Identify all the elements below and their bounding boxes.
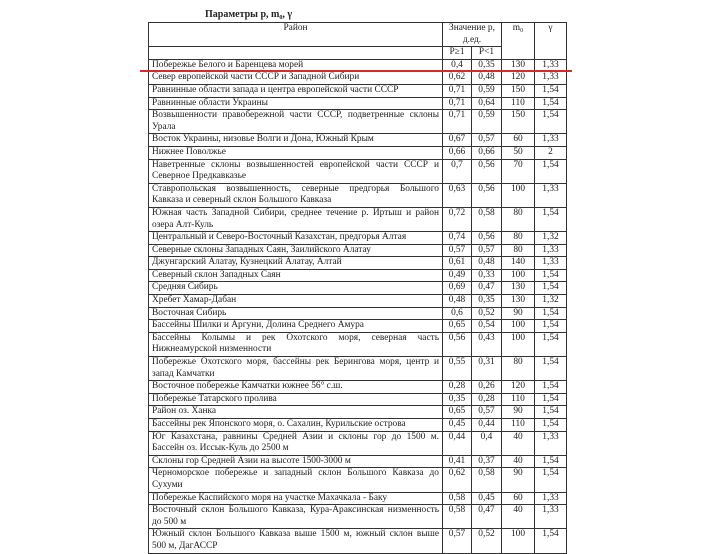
p-lt1-cell: 0,35 [472,59,502,72]
table-row [149,183,567,207]
m-cell: 140 [502,257,535,270]
gamma-cell: 1,54 [535,110,567,134]
p-lt1-cell: 0,44 [472,419,502,432]
m-cell: 100 [502,320,535,333]
p-ge1-cell: 0,6 [443,307,472,320]
p-lt1-cell: 0,48 [472,72,502,85]
p-ge1-cell: 0,28 [443,381,472,394]
table-row [149,406,567,419]
p-lt1-cell: 0,47 [472,282,502,295]
region-cell: Нижнее Поволжье [149,146,443,159]
region-cell: Центральный и Северо-Восточный Казахстан, предгорья Алтая [149,232,443,245]
gamma-cell: 1,54 [535,97,567,110]
p-ge1-cell: 0,41 [443,455,472,468]
gamma-cell: 1,54 [535,529,567,553]
header-p-lt1: P<1 [472,47,502,60]
region-cell: Черноморское побережье и западный склон Большого Кавказа до Сухуми [149,468,443,492]
table-row [149,393,567,406]
p-lt1-cell: 0,33 [472,269,502,282]
table-row [149,282,567,295]
table-row [149,419,567,432]
m-cell: 120 [502,381,535,394]
p-ge1-cell: 0,58 [443,505,472,529]
m-cell: 130 [502,59,535,72]
gamma-cell: 1,54 [535,468,567,492]
m-cell: 90 [502,468,535,492]
table-row [149,97,567,110]
table-row [149,455,567,468]
p-ge1-cell: 0,55 [443,357,472,381]
p-ge1-cell: 0,44 [443,431,472,455]
p-ge1-cell: 0,67 [443,134,472,147]
gamma-cell: 1,54 [535,419,567,432]
region-cell: Бассейны рек Японского моря, о. Сахалин, Курильские острова [149,419,443,432]
p-ge1-cell: 0,71 [443,97,472,110]
p-ge1-cell: 0,45 [443,419,472,432]
table-row [149,134,567,147]
region-cell: Восточная Сибирь [149,307,443,320]
table-row [149,84,567,97]
m-cell: 130 [502,282,535,295]
m-cell: 100 [502,529,535,553]
table-row [149,492,567,505]
region-cell: Бассейны Колымы и рек Охотского моря, северная часть Нижнеамурской низменности [149,332,443,356]
gamma-cell: 1,33 [535,431,567,455]
region-cell: Ставропольская возвышенность, северные предгорья Большого Кавказа и северный склон Большого Кавказа [149,183,443,207]
m-cell: 80 [502,244,535,257]
p-ge1-cell: 0,48 [443,295,472,308]
m-cell: 90 [502,406,535,419]
gamma-cell: 1,54 [535,207,567,231]
gamma-cell: 1,33 [535,134,567,147]
p-lt1-cell: 0,64 [472,97,502,110]
m-cell: 40 [502,431,535,455]
m-cell: 70 [502,159,535,183]
gamma-cell: 1,33 [535,492,567,505]
p-lt1-cell: 0,58 [472,207,502,231]
table-row [149,357,567,381]
gamma-cell: 1,54 [535,84,567,97]
region-cell: Восточное побережье Камчатки южнее 56° с.ш. [149,381,443,394]
region-cell: Наветренные склоны возвышенностей европейской части СССР и Северное Предкавказье [149,159,443,183]
region-cell: Склоны гор Средней Азии на высоте 1500-3000 м [149,455,443,468]
table-row [149,146,567,159]
p-lt1-cell: 0,47 [472,505,502,529]
red-highlight-line [140,70,572,72]
m-cell: 150 [502,110,535,134]
gamma-cell: 1,33 [535,183,567,207]
header-p-ge1: P≥1 [443,47,472,60]
region-cell: Восточный склон Большого Кавказа, Кура-Араксинская низменность до 500 м [149,505,443,529]
gamma-cell: 1,33 [535,257,567,270]
m-cell: 90 [502,307,535,320]
m-cell: 100 [502,183,535,207]
gamma-cell: 2 [535,146,567,159]
p-lt1-cell: 0,37 [472,455,502,468]
region-cell: Бассейны Шилки и Аргуни, Долина Среднего Амура [149,320,443,333]
table-row [149,381,567,394]
p-lt1-cell: 0,28 [472,393,502,406]
header-gamma: γ [535,23,567,60]
p-ge1-cell: 0,63 [443,183,472,207]
m-cell: 60 [502,492,535,505]
p-ge1-cell: 0,71 [443,110,472,134]
table-row [149,207,567,231]
gamma-cell: 1,54 [535,381,567,394]
m-cell: 40 [502,455,535,468]
header-p-value: Значение p, д.ед. [443,23,502,47]
table-row [149,232,567,245]
region-cell: Побережье Охотского моря, бассейны рек Берингова моря, центр и запад Камчатки [149,357,443,381]
p-lt1-cell: 0,66 [472,146,502,159]
p-ge1-cell: 0,35 [443,393,472,406]
p-ge1-cell: 0,72 [443,207,472,231]
gamma-cell: 1,33 [535,72,567,85]
p-lt1-cell: 0,35 [472,295,502,308]
header-region: Район [149,23,443,47]
p-lt1-cell: 0,58 [472,468,502,492]
header-region-blank [149,47,443,60]
region-cell: Джунгарский Алатау, Кузнецкий Алатау, Алтай [149,257,443,270]
p-lt1-cell: 0,48 [472,257,502,270]
m-cell: 130 [502,295,535,308]
region-cell: Северный склон Западных Саян [149,269,443,282]
p-ge1-cell: 0,66 [443,146,472,159]
m-cell: 120 [502,72,535,85]
p-lt1-cell: 0,54 [472,320,502,333]
p-ge1-cell: 0,4 [443,59,472,72]
gamma-cell: 1,54 [535,307,567,320]
table-row [149,505,567,529]
p-ge1-cell: 0,71 [443,84,472,97]
p-ge1-cell: 0,7 [443,159,472,183]
p-lt1-cell: 0,57 [472,134,502,147]
table-row [149,110,567,134]
region-cell: Восток Украины, низовье Волги и Дона, Южный Крым [149,134,443,147]
table-row [149,332,567,356]
region-cell: Равнинные области запада и центра европейской части СССР [149,84,443,97]
gamma-cell: 1,54 [535,406,567,419]
p-ge1-cell: 0,74 [443,232,472,245]
gamma-cell: 1,54 [535,357,567,381]
gamma-cell: 1,32 [535,232,567,245]
p-lt1-cell: 0,4 [472,431,502,455]
p-lt1-cell: 0,31 [472,357,502,381]
m-cell: 150 [502,84,535,97]
m-cell: 100 [502,332,535,356]
p-lt1-cell: 0,52 [472,529,502,553]
m-cell: 80 [502,207,535,231]
region-cell: Возвышенности правобережной части СССР, подветренные склоны Урала [149,110,443,134]
header-m: m₀ [502,23,535,60]
p-ge1-cell: 0,65 [443,320,472,333]
region-cell: Южный склон Большого Кавказа выше 1500 м, южный склон выше 500 м, ДагАССР [149,529,443,553]
gamma-cell: 1,54 [535,393,567,406]
table-row [149,295,567,308]
p-lt1-cell: 0,57 [472,406,502,419]
table-title: Параметры p, m₀, γ [205,9,293,20]
region-cell: Север европейской части СССР и Западной Сибири [149,72,443,85]
region-cell: Южная часть Западной Сибири, среднее течение р. Иртыш и район озера Алт-Куль [149,207,443,231]
table-row [149,72,567,85]
m-cell: 100 [502,269,535,282]
m-cell: 80 [502,232,535,245]
gamma-cell: 1,54 [535,455,567,468]
p-ge1-cell: 0,57 [443,244,472,257]
m-cell: 60 [502,134,535,147]
gamma-cell: 1,54 [535,282,567,295]
gamma-cell: 1,33 [535,505,567,529]
table-row [149,257,567,270]
region-cell: Северные склоны Западных Саян, Заилийского Алатау [149,244,443,257]
gamma-cell: 1,54 [535,320,567,333]
m-cell: 110 [502,97,535,110]
p-lt1-cell: 0,59 [472,84,502,97]
p-lt1-cell: 0,52 [472,307,502,320]
p-ge1-cell: 0,57 [443,529,472,553]
region-cell: Юг Казахстана, равнины Средней Азии и склоны гор до 1500 м. Бассейн оз. Иссык-Куль до 2500 м [149,431,443,455]
p-lt1-cell: 0,26 [472,381,502,394]
gamma-cell: 1,33 [535,244,567,257]
table-row [149,307,567,320]
table-row [149,529,567,553]
table-row [149,244,567,257]
gamma-cell: 1,54 [535,269,567,282]
gamma-cell: 1,33 [535,59,567,72]
table-row [149,320,567,333]
m-cell: 110 [502,393,535,406]
gamma-cell: 1,54 [535,159,567,183]
m-cell: 40 [502,505,535,529]
p-lt1-cell: 0,56 [472,232,502,245]
gamma-cell: 1,32 [535,295,567,308]
region-cell: Район оз. Ханка [149,406,443,419]
m-cell: 110 [502,419,535,432]
m-cell: 50 [502,146,535,159]
p-lt1-cell: 0,56 [472,159,502,183]
p-lt1-cell: 0,43 [472,332,502,356]
p-lt1-cell: 0,59 [472,110,502,134]
gamma-cell: 1,54 [535,332,567,356]
p-ge1-cell: 0,58 [443,492,472,505]
m-cell: 80 [502,357,535,381]
table-row [149,468,567,492]
p-lt1-cell: 0,57 [472,244,502,257]
table-row [149,159,567,183]
region-cell: Равнинные области Украины [149,97,443,110]
p-ge1-cell: 0,56 [443,332,472,356]
region-cell: Побережье Татарского пролива [149,393,443,406]
parameters-table [148,22,567,554]
p-ge1-cell: 0,62 [443,468,472,492]
p-ge1-cell: 0,62 [443,72,472,85]
p-lt1-cell: 0,45 [472,492,502,505]
region-cell: Побережье Каспийского моря на участке Махачкала - Баку [149,492,443,505]
region-cell: Средняя Сибирь [149,282,443,295]
region-cell: Хребет Хамар-Дабан [149,295,443,308]
table-row [149,269,567,282]
p-ge1-cell: 0,69 [443,282,472,295]
p-ge1-cell: 0,49 [443,269,472,282]
p-ge1-cell: 0,61 [443,257,472,270]
table-row [149,431,567,455]
p-lt1-cell: 0,56 [472,183,502,207]
region-cell: Побережье Белого и Баренцева морей [149,59,443,72]
p-ge1-cell: 0,65 [443,406,472,419]
